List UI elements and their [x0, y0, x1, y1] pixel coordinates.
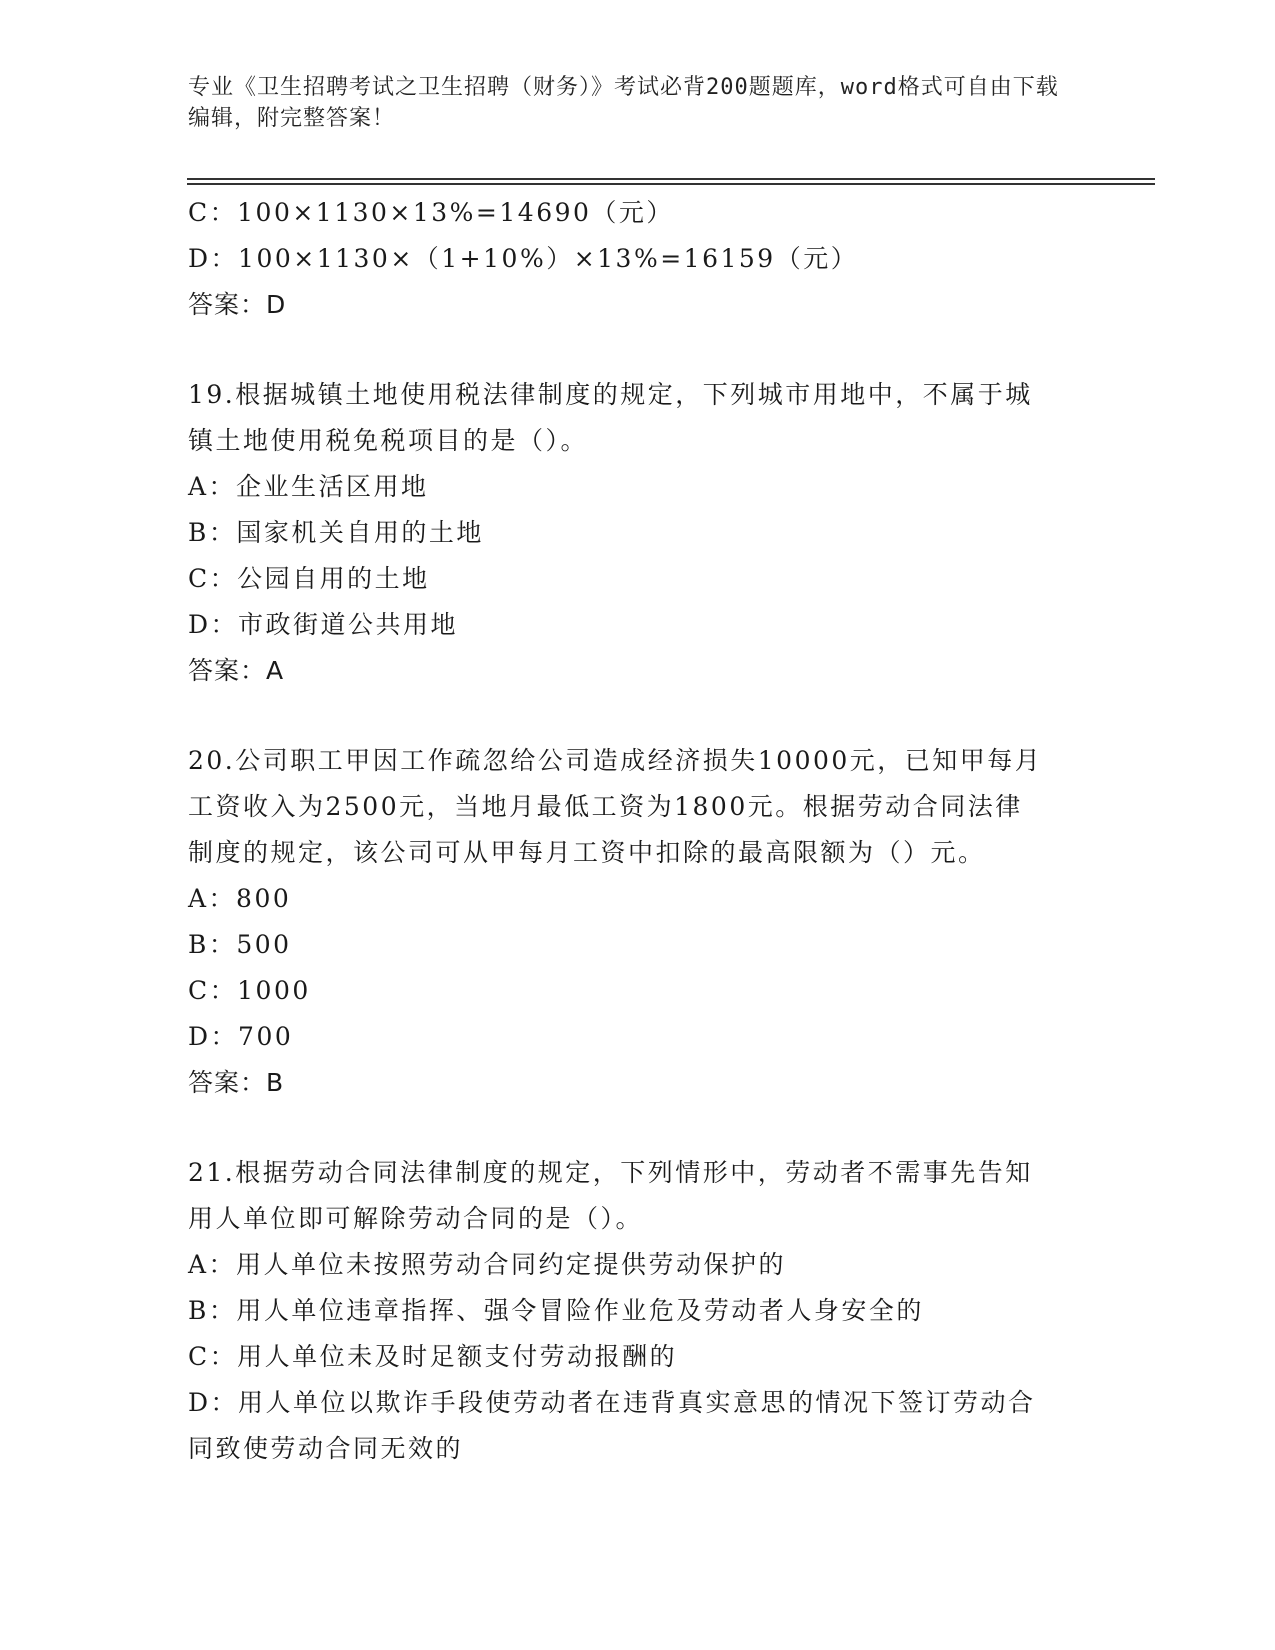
answer-line: 答案：A — [188, 656, 285, 685]
option-c: C：用人单位未及时足额支付劳动报酬的 — [188, 1342, 678, 1371]
option-b: B：国家机关自用的土地 — [188, 518, 484, 547]
option-d: D：用人单位以欺诈手段使劳动者在违背真实意思的情况下签订劳动合 同致使劳动合同无效的 — [188, 1388, 1036, 1463]
option-a: A：企业生活区用地 — [188, 472, 429, 501]
prev-question-tail — [188, 190, 1088, 328]
question-21 — [188, 1150, 1088, 1472]
document-header — [188, 72, 1068, 134]
question-text: 21.根据劳动合同法律制度的规定，下列情形中，劳动者不需事先告知 用人单位即可解除劳动合同的是（）。 — [188, 1158, 1033, 1233]
option-a: A：用人单位未按照劳动合同约定提供劳动保护的 — [188, 1250, 787, 1279]
option-b: B：用人单位违章指挥、强令冒险作业危及劳动者人身安全的 — [188, 1296, 924, 1325]
question-20 — [188, 738, 1088, 1106]
answer-line: 答案：D — [188, 290, 287, 319]
option-c: C：1000 — [188, 976, 311, 1005]
option-d: D：市政街道公共用地 — [188, 610, 459, 639]
option-c: C：公园自用的土地 — [188, 564, 430, 593]
option-d: D：100×1130×（1+10%）×13%=16159（元） — [188, 244, 859, 273]
header-text: 专业《卫生招聘考试之卫生招聘（财务）》考试必背200题题库，word格式可自由下载编辑，附完整答案！ — [188, 75, 1059, 131]
option-b: B：500 — [188, 930, 292, 959]
header-divider-bottom — [187, 183, 1155, 185]
option-c: C：100×1130×13%=14690（元） — [188, 198, 674, 227]
option-d: D：700 — [188, 1022, 294, 1051]
question-text: 20.公司职工甲因工作疏忽给公司造成经济损失10000元，已知甲每月 工资收入为2500元，当地月最低工资为1800元。根据劳动合同法律 制度的规定，该公司可从甲每月工资中扣除的最高限额为（）元。 — [188, 746, 1043, 867]
question-19 — [188, 372, 1088, 694]
document-body — [188, 190, 1088, 1472]
question-text: 19.根据城镇土地使用税法律制度的规定，下列城市用地中，不属于城 镇土地使用税免税项目的是（）。 — [188, 380, 1033, 455]
option-a: A：800 — [188, 884, 292, 913]
header-divider-top — [187, 178, 1155, 180]
answer-line: 答案：B — [188, 1068, 285, 1097]
